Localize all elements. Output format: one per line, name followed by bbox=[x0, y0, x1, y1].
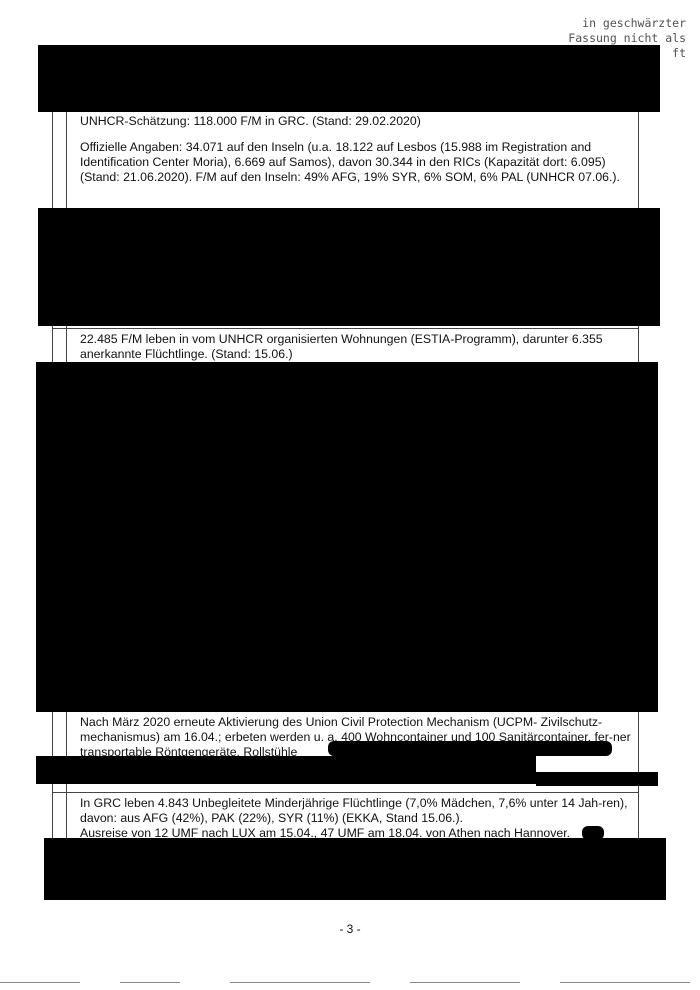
scan-artifact-line bbox=[560, 982, 690, 983]
unhcr-estimate-text: UNHCR-Schätzung: 118.000 F/M in GRC. (Stand: 29.02.2020) bbox=[80, 114, 421, 128]
unaccompanied-minors-text: In GRC leben 4.843 Unbegleitete Minderjährige Flüchtlinge (7,0% Mädchen, 7,6% unter 14 Jah-ren), davon: aus AFG (42%), PAK (22%), SYR (11%) (EKKA, Stand 15.06.). bbox=[80, 796, 628, 825]
stamp-line: Fassung nicht als bbox=[568, 31, 686, 45]
stamp-line: ft bbox=[672, 46, 686, 60]
stamp-line: in geschwärzter bbox=[582, 16, 686, 30]
official-figures-text: Offizielle Angaben: 34.071 auf den Inseln (u.a. 18.122 auf Lesbos (15.988 im Registration and Identification Center Moria), 6.669 auf Samos), davon 30.344 in den RICs (Kapazität dort: 6.095) (Stand: 21.06.2020). F/M auf den Inseln: 49% AFG, 19% SYR, 6% SOM, 6% PAL (UNHCR 07.06.). bbox=[80, 140, 620, 184]
page-number: - 3 - bbox=[339, 922, 361, 936]
departures-text: Ausreise von 12 UMF nach LUX am 15.04., 47 UMF am 18.04. von Athen nach Hannover. bbox=[80, 826, 571, 840]
redaction-block bbox=[36, 756, 536, 784]
row-divider bbox=[52, 792, 639, 793]
row-divider bbox=[52, 328, 639, 329]
scan-artifact-line bbox=[230, 982, 370, 983]
redaction-block bbox=[36, 362, 658, 712]
redaction-block bbox=[38, 45, 660, 112]
scan-artifact-line bbox=[120, 982, 180, 983]
redaction-block bbox=[536, 772, 658, 786]
redaction-block bbox=[38, 208, 660, 326]
scan-artifact-line bbox=[0, 982, 80, 983]
ucpm-activation-text: Nach März 2020 erneute Aktivierung des Union Civil Protection Mechanism (UCPM- Zivilschutz-mechanismus) am 16.04.; erbeten werden u. a. 400 Wohncontainer und 100 Sanitärcontainer, fer-ner transportable Röntgengeräte, Rollstühle bbox=[80, 715, 631, 759]
redaction-block bbox=[44, 838, 666, 900]
scan-artifact-line bbox=[410, 982, 520, 983]
estia-program-text: 22.485 F/M leben in vom UNHCR organisierten Wohnungen (ESTIA-Programm), darunter 6.355 anerkannte Flüchtlinge. (Stand: 15.06.) bbox=[80, 332, 603, 361]
